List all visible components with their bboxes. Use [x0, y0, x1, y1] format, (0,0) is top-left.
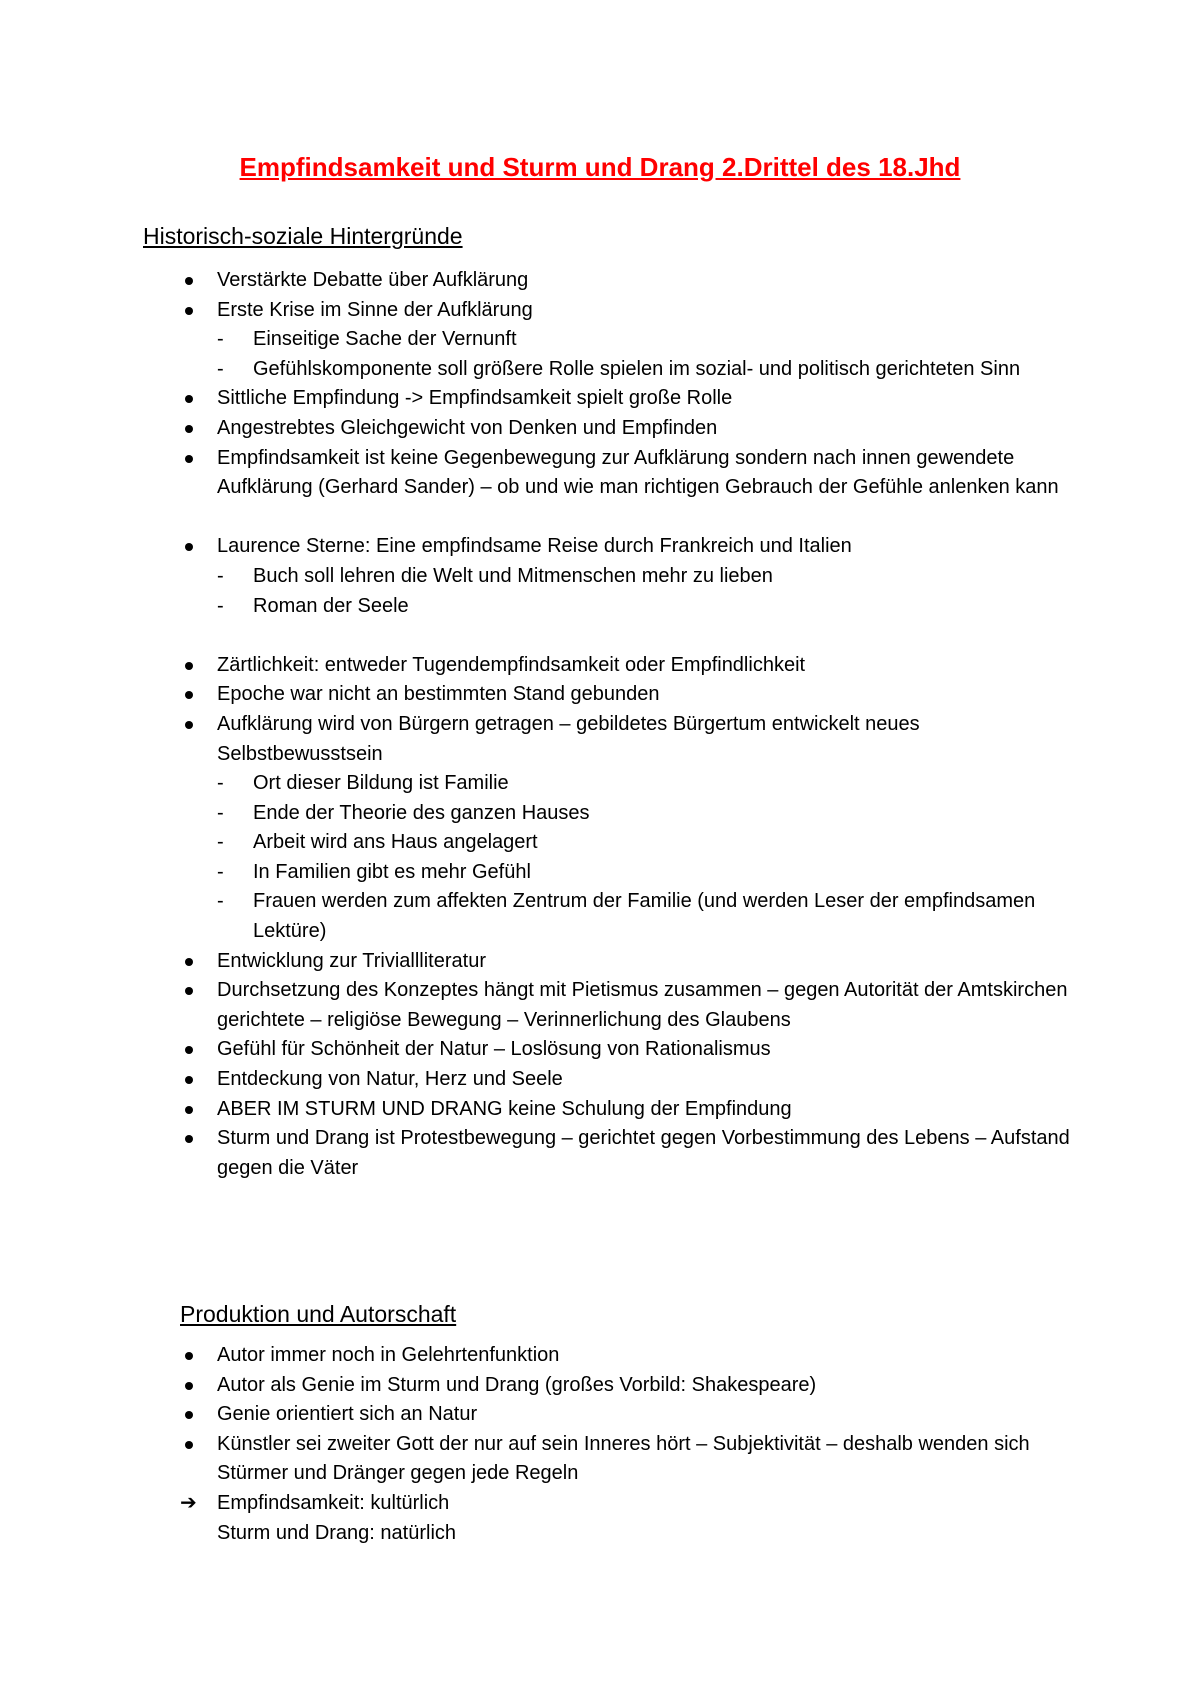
document-title: Empfindsamkeit und Sturm und Drang 2.Drittel des 18.Jhd: [239, 152, 961, 182]
dash-icon: -: [217, 328, 224, 351]
sub-list-item: - Gefühlskomponente soll größere Rolle spielen im sozial- und politisch gerichteten Sinn: [180, 355, 1080, 385]
list-item: Gefühl für Schönheit der Natur – Loslösung von Rationalismus: [217, 1038, 771, 1061]
list-item: Sittliche Empfindung -> Empfindsamkeit spielt große Rolle: [217, 387, 733, 410]
dash-icon: -: [217, 860, 224, 883]
list-item: Verstärkte Debatte über Aufklärung: [217, 269, 529, 291]
bullet-list-produktion: [180, 1341, 1080, 1548]
list-item: Aufklärung wird von Bürgern getragen – gebildetes Bürgertum entwickelt neues Selbstbewusstsein: [217, 712, 920, 765]
list-item: Entwicklung zur Triviallliteratur: [217, 949, 486, 972]
list-item: Autor immer noch in Gelehrtenfunktion: [217, 1344, 560, 1366]
list-item: Empfindsamkeit ist keine Gegenbewegung zur Aufklärung sondern nach innen gewendete Aufklärung (Gerhard Sander) – ob und wie man richtigen Gebrauch der Gefühle anlenken kann: [217, 446, 1059, 499]
list-item: Entdeckung von Natur, Herz und Seele: [217, 1068, 563, 1091]
list-item: Autor als Genie im Sturm und Drang (großes Vorbild: Shakespeare): [217, 1373, 817, 1396]
section-heading-produktion: Produktion und Autorschaft: [180, 1301, 457, 1327]
list-item-arrow: ➔ Empfindsamkeit: kultürlich Sturm und Drang: natürlich: [180, 1489, 1080, 1548]
list-item: Sturm und Drang ist Protestbewegung – gerichtet gegen Vorbestimmung des Lebens – Aufstand gegen die Väter: [217, 1127, 1070, 1179]
sub-list-item: - In Familien gibt es mehr Gefühl: [180, 858, 1080, 888]
sub-list-item: - Buch soll lehren die Welt und Mitmenschen mehr zu lieben: [180, 562, 1080, 592]
dash-icon: -: [217, 357, 224, 380]
dash-icon: -: [217, 772, 224, 795]
sub-list-item: - Ort dieser Bildung ist Familie: [180, 769, 1080, 799]
dash-icon: -: [217, 890, 224, 913]
list-item: Genie orientiert sich an Natur: [217, 1403, 478, 1426]
arrow-right-icon: ➔: [180, 1491, 197, 1514]
list-item: Erste Krise im Sinne der Aufklärung: [217, 298, 533, 321]
sub-list-item: - Ende der Theorie des ganzen Hauses: [180, 799, 1080, 829]
list-item: ABER IM STURM UND DRANG keine Schulung der Empfindung: [217, 1097, 792, 1120]
bullet-list-historisch: [180, 266, 1080, 1183]
sub-list-item: - Arbeit wird ans Haus angelagert: [180, 828, 1080, 858]
spacer: [180, 621, 1080, 651]
list-item: Durchsetzung des Konzeptes hängt mit Pietismus zusammen – gegen Autorität der Amtskirchen gerichtete – religiöse Bewegung – Verinnerlichung des Glaubens: [217, 979, 1068, 1031]
list-item: Künstler sei zweiter Gott der nur auf sein Inneres hört – Subjektivität – deshalb wenden sich Stürmer und Dränger gegen jede Regeln: [217, 1432, 1030, 1485]
dash-icon: -: [217, 564, 224, 587]
list-item: Laurence Sterne: Eine empfindsame Reise durch Frankreich und Italien: [217, 535, 852, 558]
section-heading-historisch: Historisch-soziale Hintergründe: [143, 223, 463, 249]
sub-list-item: - Einseitige Sache der Vernunft: [180, 325, 1080, 355]
dash-icon: -: [217, 594, 224, 617]
sub-list-item: - Roman der Seele: [180, 592, 1080, 622]
sub-list-item: - Frauen werden zum affekten Zentrum der Familie (und werden Leser der empfindsamen Lektüre): [180, 887, 1080, 946]
dash-icon: -: [217, 831, 224, 854]
list-item: Epoche war nicht an bestimmten Stand gebunden: [217, 683, 660, 706]
dash-icon: -: [217, 801, 224, 824]
list-item: Zärtlichkeit: entweder Tugendempfindsamkeit oder Empfindlichkeit: [217, 653, 806, 676]
spacer: [180, 503, 1080, 533]
list-item: Angestrebtes Gleichgewicht von Denken und Empfinden: [217, 416, 718, 439]
